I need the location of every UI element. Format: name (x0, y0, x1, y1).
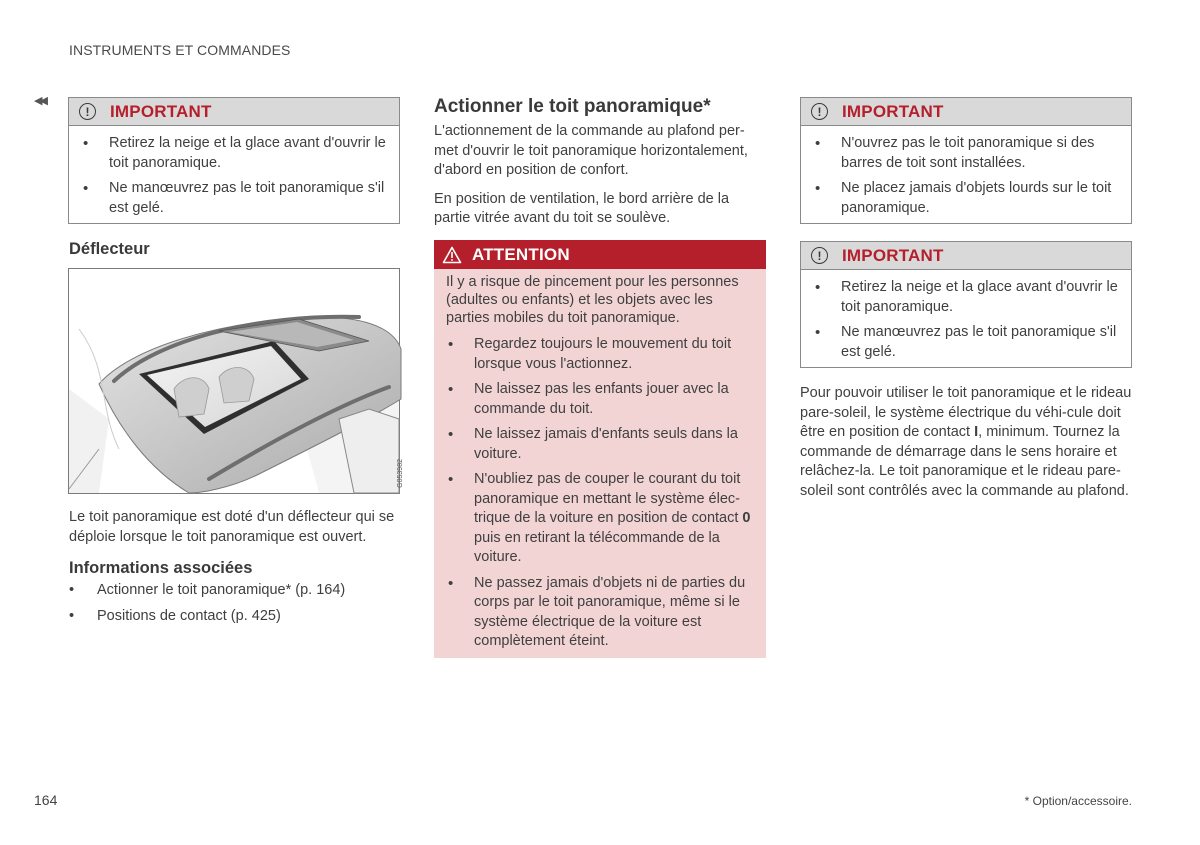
previous-page-icon[interactable]: ◀◀ (34, 95, 45, 107)
list-item: • N'ouvrez pas le toit panoramique si des barres de toit sont installées. (801, 134, 1119, 173)
attention-intro: Il y a risque de pincement pour les personnes (adultes ou enfants) et les objets avec les parties mobiles du toit panoramique. (446, 274, 739, 326)
list-item: • Regardez toujours le mouvement du toit lorsque vous l'actionnez. (446, 335, 756, 374)
footnote: * Option/accessoire. (1024, 794, 1132, 808)
section-header: INSTRUMENTS ET COMMANDES (69, 42, 291, 58)
exclamation-icon: ! (811, 247, 828, 264)
image-code-label: G053982 (397, 459, 404, 488)
attention-title: ATTENTION (472, 244, 570, 264)
notice-header (69, 98, 399, 126)
notice-title: IMPORTANT (110, 101, 212, 121)
related-info-heading: Informations associées (69, 559, 253, 577)
car-roof-drawing (69, 269, 399, 493)
exclamation-icon: ! (79, 103, 96, 120)
page-number: 164 (34, 792, 58, 808)
list-item (446, 470, 756, 568)
intro-paragraph: L'actionnement de la commande au plafond per-met d'ouvrir le toit panoramique horizontalement, d'abord en position de confort. (434, 123, 748, 178)
ignition-paragraph (800, 384, 1132, 501)
notice-title: IMPORTANT (842, 245, 944, 265)
list-item-text: N'oubliez pas de couper le courant du toit panoramique en mettant le système élec-trique de la voiture en position de contact (474, 471, 743, 526)
list-item: • Ne passez jamais d'objets ni de parties du corps par le toit panoramique, même si le système électrique de la voiture est complètement éteint. (446, 574, 756, 652)
attention-header (434, 240, 766, 269)
list-item: • Ne manœuvrez pas le toit panoramique s'il est gelé. (69, 179, 387, 218)
related-link[interactable]: • Positions de contact (p. 425) (69, 607, 401, 627)
notice-title: IMPORTANT (842, 101, 944, 121)
ventilation-paragraph: En position de ventilation, le bord arrière de la partie vitrée avant du toit se soulève. (434, 190, 730, 226)
deflector-description: Le toit panoramique est doté d'un déflecteur qui se déploie lorsque le toit panoramique est ouvert. (69, 509, 395, 545)
paragraph-text: Pour pouvoir utiliser le toit panoramique et le rideau pare-soleil, le système électrique du véhi-cule doit être en position de contact (800, 385, 1132, 440)
list-item: • Ne placez jamais d'objets lourds sur le toit panoramique. (801, 179, 1119, 218)
important-notice (800, 241, 1132, 368)
list-item: • Retirez la neige et la glace avant d'ouvrir le toit panoramique. (69, 134, 387, 173)
panoramic-roof-illustration (68, 268, 404, 494)
attention-notice (434, 240, 766, 658)
list-item: • Ne laissez pas les enfants jouer avec la commande du toit. (446, 380, 756, 419)
warning-triangle-icon (442, 246, 462, 264)
list-item-text: puis en retirant la télécommande de la voiture. (474, 529, 720, 565)
notice-header (801, 242, 1131, 270)
important-notice (800, 97, 1132, 224)
deflector-heading: Déflecteur (69, 240, 150, 258)
notice-header (801, 98, 1131, 126)
paragraph-text: , minimum. Tournez la commande de démarrage dans le sens horaire et relâchez-la. Le toit panoramique et le rideau pare-soleil sont contrôlés avec la commande au plafond. (800, 424, 1129, 499)
list-item: • Retirez la neige et la glace avant d'ouvrir le toit panoramique. (801, 278, 1119, 317)
list-item: • Ne laissez jamais d'enfants seuls dans la voiture. (446, 425, 756, 464)
section-title: Actionner le toit panoramique* (434, 96, 711, 117)
important-notice (68, 97, 400, 224)
list-item: • Ne manœuvrez pas le toit panoramique s'il est gelé. (801, 323, 1119, 362)
exclamation-icon: ! (811, 103, 828, 120)
related-link[interactable]: • Actionner le toit panoramique* (p. 164) (69, 581, 401, 601)
ignition-position-one: I (974, 424, 979, 440)
ignition-position-zero: 0 (742, 510, 751, 526)
